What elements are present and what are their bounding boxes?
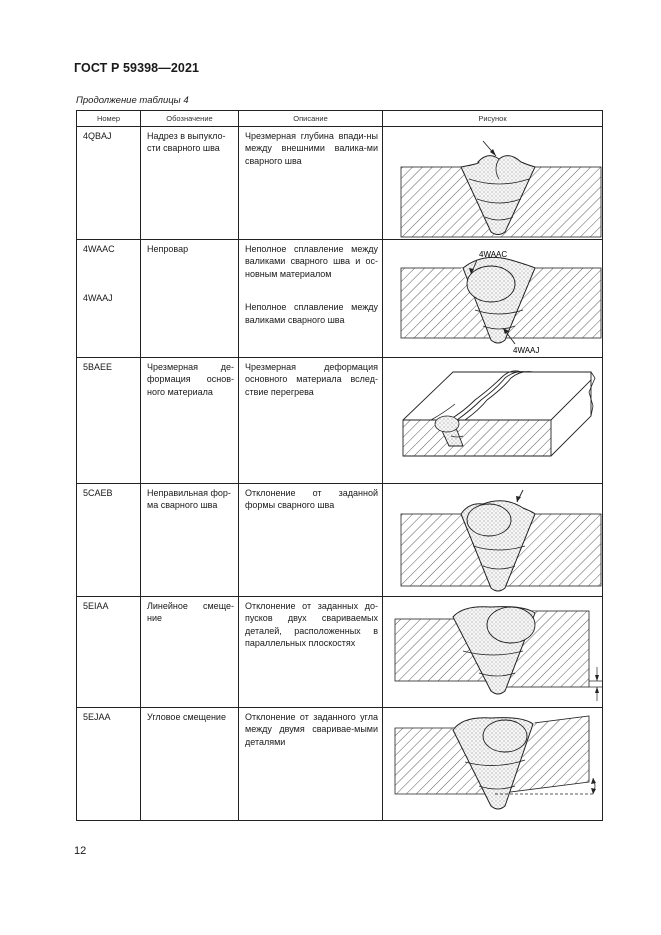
- table-row: [77, 127, 603, 240]
- column-header-description: Описание: [239, 111, 383, 127]
- defects-table: [76, 110, 603, 821]
- cell-description: Отклонение от заданного угла между двумя сваривае-мыми деталями: [239, 708, 383, 821]
- linear-misalignment-drawing: [383, 597, 603, 708]
- cell-description: [239, 240, 383, 358]
- table-header-row: [77, 111, 603, 127]
- cell-figure: [383, 484, 603, 597]
- cell-description: Чрезмерная глубина впади-ны между внешними валика-ми сварного шва: [239, 127, 383, 240]
- table-row: [77, 240, 603, 358]
- cell-figure: [383, 358, 603, 484]
- standard-title: ГОСТ Р 59398—2021: [74, 61, 200, 75]
- column-header-number: Номер: [77, 111, 141, 127]
- figure-label: 4WAAJ: [513, 346, 540, 355]
- cell-description: Отклонение от заданных до-пусков двух свариваемых деталей, расположенных в параллельных плоскостях: [239, 597, 383, 708]
- cell-figure: [383, 127, 603, 240]
- cell-code-secondary: 4WAAJ: [83, 293, 113, 304]
- cell-description-primary: Неполное сплавление между валиками сварного шва и ос-новным материалом: [245, 244, 378, 279]
- figure-label: 4WAAC: [479, 250, 508, 259]
- angular-misalignment-drawing: [383, 708, 603, 821]
- cell-code: 5EIAA: [77, 597, 141, 708]
- cell-name: Непровар: [141, 240, 239, 358]
- irregular-weld-shape-drawing: [383, 484, 603, 597]
- column-header-designation: Обозначение: [141, 111, 239, 127]
- cell-code: [77, 240, 141, 358]
- column-header-figure: Рисунок: [383, 111, 603, 127]
- cell-description-secondary: Неполное сплавление между валиками сварного шва: [245, 302, 378, 325]
- base-metal-deformation-drawing: [383, 358, 603, 484]
- cell-code-primary: 4WAAC: [83, 244, 115, 254]
- cell-name: Линейное смеще-ние: [141, 597, 239, 708]
- cell-description: Отклонение от заданной формы сварного шва: [239, 484, 383, 597]
- weld-groove-notch-drawing: [383, 127, 603, 240]
- cell-name: Чрезмерная де-формация основ-ного материала: [141, 358, 239, 484]
- cell-code: 4QBAJ: [77, 127, 141, 240]
- table-row: [77, 484, 603, 597]
- cell-code: 5BAEE: [77, 358, 141, 484]
- cell-code: 5EJAA: [77, 708, 141, 821]
- table-caption: Продолжение таблицы 4: [76, 95, 189, 106]
- cell-figure: [383, 240, 603, 358]
- cell-name: Неправильная фор-ма сварного шва: [141, 484, 239, 597]
- cell-figure: [383, 708, 603, 821]
- table-row: [77, 708, 603, 821]
- cell-name: Угловое смещение: [141, 708, 239, 821]
- cell-description: Чрезмерная деформация основного материала вслед-ствие перегрева: [239, 358, 383, 484]
- cell-name: Надрез в выпукло-сти сварного шва: [141, 127, 239, 240]
- table-row: [77, 358, 603, 484]
- table-row: [77, 597, 603, 708]
- lack-of-fusion-drawing: [383, 240, 603, 358]
- cell-code: 5CAEB: [77, 484, 141, 597]
- page-number: 12: [74, 845, 87, 857]
- cell-figure: [383, 597, 603, 708]
